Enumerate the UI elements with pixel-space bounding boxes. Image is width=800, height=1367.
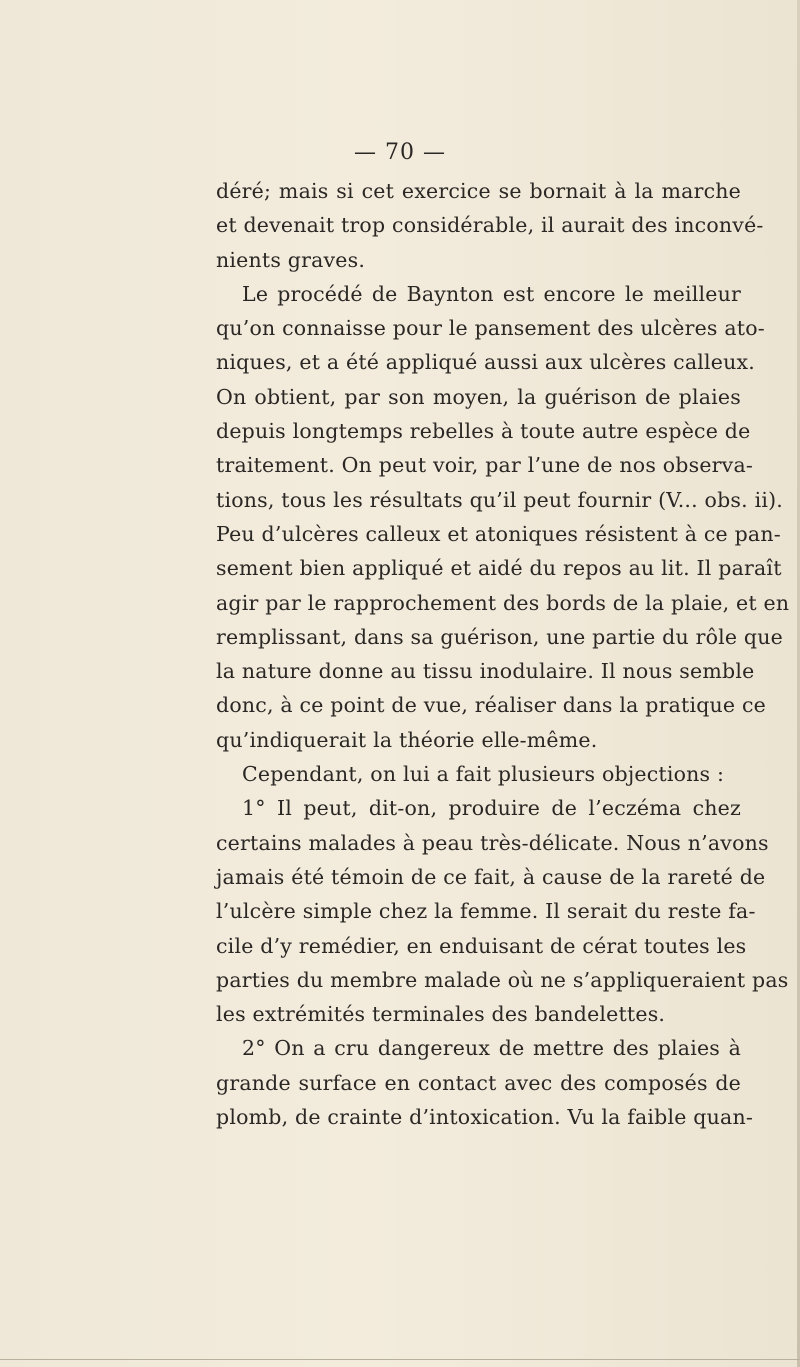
text-line: traitement. On peut voir, par l’une de nos observa- <box>216 453 754 478</box>
text-line: jamais été témoin de ce fait, à cause de la rareté de <box>216 864 766 889</box>
text-line: agir par le rapprochement des bords de la plaie, et en <box>216 590 790 615</box>
text-line: depuis longtemps rebelles à toute autre espèce de <box>216 419 751 444</box>
text-line: déré; mais si cet exercice se bornait à la marche <box>216 179 741 203</box>
text-line: Le procédé de Baynton est encore le meilleur <box>242 281 741 306</box>
text-line: parties du membre malade où ne s’appliqueraient pas <box>216 967 789 992</box>
text-line: donc, à ce point de vue, réaliser dans la pratique ce <box>216 693 766 718</box>
text-line: tions, tous les résultats qu’il peut fournir (V... obs. ii). <box>216 487 784 512</box>
text-line: et devenait trop considérable, il aurait des inconvé- <box>216 213 764 238</box>
text-line: la nature donne au tissu inodulaire. Il nous semble <box>216 659 755 684</box>
text-line: qu’indiquerait la théorie elle-même. <box>216 727 598 752</box>
text-line: niques, et a été appliqué aussi aux ulcères calleux. <box>216 350 755 375</box>
text-line: grande surface en contact avec des composés de <box>216 1070 741 1095</box>
text-line: On obtient, par son moyen, la guérison de plaies <box>216 384 741 409</box>
text-line: remplissant, dans sa guérison, une partie du rôle que <box>216 624 783 649</box>
text-line: 1° Il peut, dit-on, produire de l’eczéma chez <box>242 796 741 821</box>
bottom-edge-line <box>0 1359 800 1360</box>
text-line: les extrémités terminales des bandelettes. <box>216 1002 666 1027</box>
text-line: cile d’y remédier, en enduisant de cérat toutes les <box>216 933 747 958</box>
text-line: l’ulcère simple chez la femme. Il serait du reste fa- <box>216 899 756 924</box>
text-line: Cependant, on lui a fait plusieurs objections : <box>242 762 725 787</box>
text-line: 2° On a cru dangereux de mettre des plaies à <box>242 1036 741 1061</box>
text-line: Peu d’ulcères calleux et atoniques résistent à ce pan- <box>216 521 781 546</box>
body-text <box>216 174 790 1134</box>
text-line: certains malades à peau très-délicate. Nous n’avons <box>216 830 769 855</box>
text-line: qu’on connaisse pour le pansement des ulcères ato- <box>216 316 765 341</box>
page-number: — 70 — <box>354 140 446 165</box>
text-line: plomb, de crainte d’intoxication. Vu la faible quan- <box>216 1105 753 1130</box>
text-line: nients graves. <box>216 247 366 272</box>
text-line: sement bien appliqué et aidé du repos au lit. Il paraît <box>216 556 782 581</box>
